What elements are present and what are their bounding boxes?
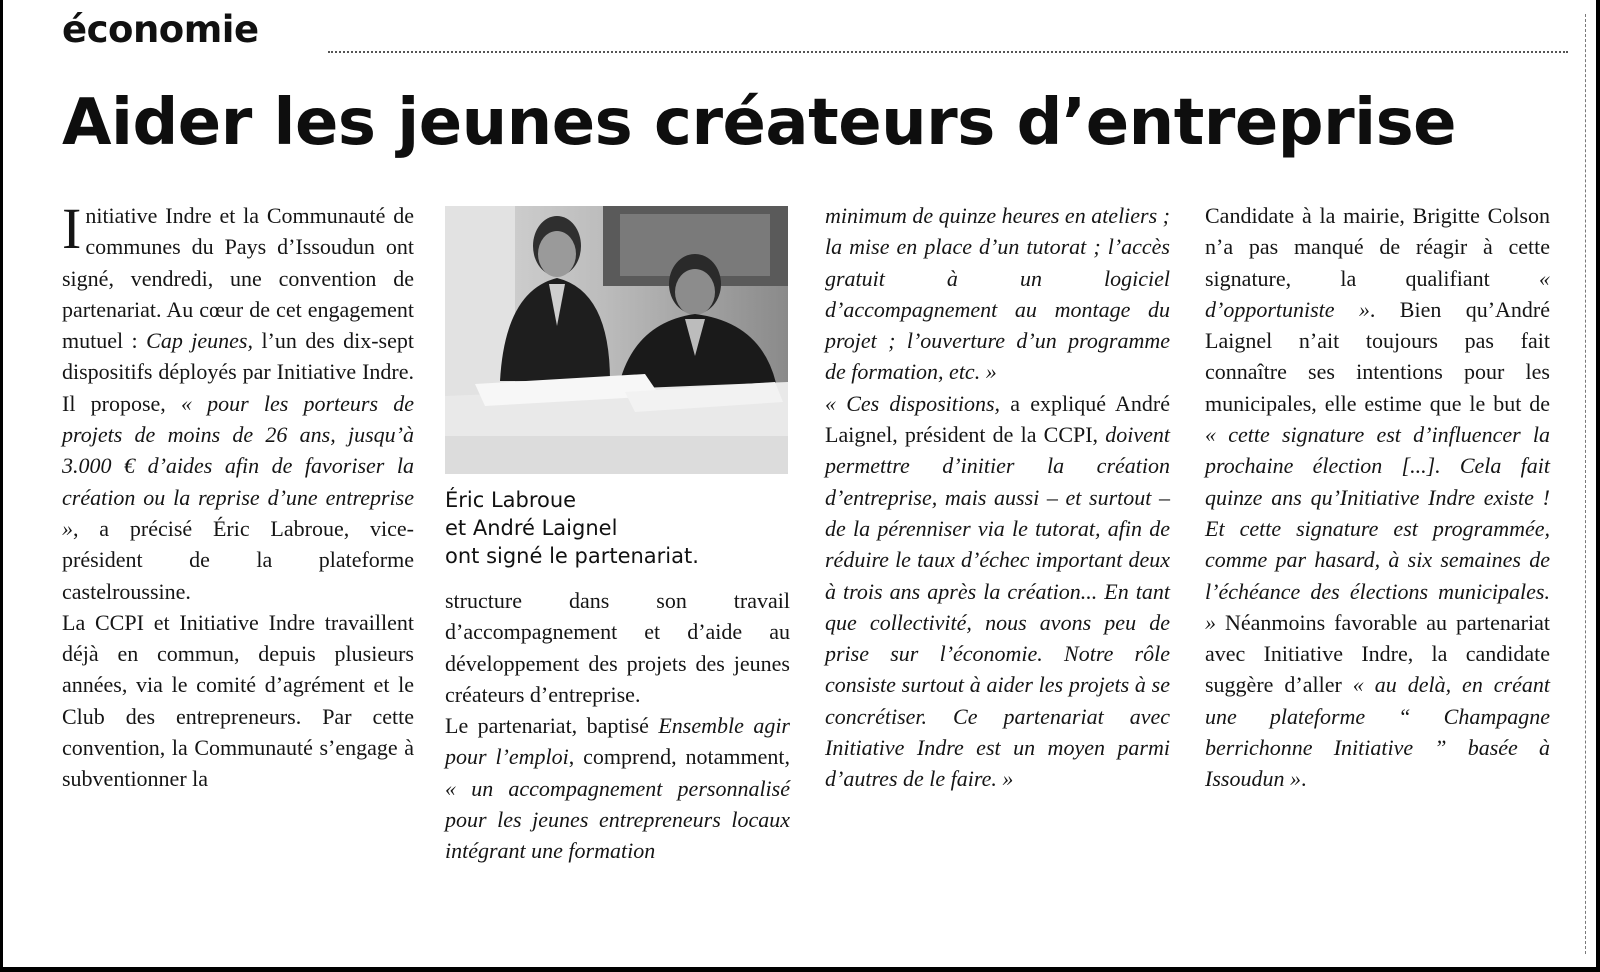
italic-run: Ensemble agir pour l’emploi (445, 713, 790, 770)
headline: Aider les jeunes créateurs d’entreprise (62, 86, 1457, 160)
section-label: économie (62, 8, 259, 51)
paragraph-2 (445, 710, 790, 866)
text-run: nitiative Indre et la Communauté de communes du Pays d’Issoudun ont signé, vendredi, une convention de partenariat. Au cœur de cet engagement mutuel : (62, 203, 414, 354)
quote-run: « au delà, en créant une plateforme “ Champagne berrichonne Initiative ” basée à Issoudun » (1205, 672, 1550, 792)
caption-line-2: et André Laignel (445, 516, 618, 540)
article-column-2 (445, 585, 790, 867)
clipping-bottom-edge (0, 967, 1600, 972)
photo-caption (445, 486, 790, 570)
section-rule (328, 51, 1568, 53)
paragraph-2 (825, 388, 1170, 795)
photo-two-men-signing-icon (445, 206, 788, 474)
quote-run: « un accompagnement personnalisé pour les jeunes entrepreneurs locaux intégrant une formation (445, 775, 790, 864)
paragraph-1 (1205, 200, 1550, 795)
text-run: Néanmoins favorable au partenariat avec Initiative Indre, la candidate suggère d’aller (1205, 609, 1550, 698)
paragraph-2: La CCPI et Initiative Indre travaillent déjà en commun, depuis plusieurs années, via le comité d’agrément et le Club des entrepreneurs. Par cette convention, la Communauté s’engage à subventionner la (62, 609, 414, 792)
column-rule-right (1585, 14, 1586, 954)
caption-line-1: Éric Labroue (445, 488, 577, 512)
drop-cap: I (62, 196, 82, 261)
quote-run: « Ces dispositions, (825, 390, 1001, 416)
quote-run: « d’opportuniste » (1205, 265, 1550, 322)
quote-run: « pour les porteurs de projets de moins de 26 ans, jusqu’à 3.000 € d’aides afin de favoriser la création ou la reprise d’une entreprise » (62, 390, 414, 541)
quote-run: « cette signature est d’influencer la prochaine élection [...]. Cela fait quinze ans qu’Initiative Indre existe ! Et cette signature est programmée, comme par hasard, à six semaines de l’échéance des élections municipales. » (1205, 422, 1550, 635)
text-run: Candidate à la mairie, Brigitte Colson n’a pas manqué de réagir à cette signature, la qualifiant (1205, 203, 1550, 291)
paragraph-1: minimum de quinze heures en ateliers ; la mise en place d’un tutorat ; l’accès gratuit à un logiciel d’accompagnement au montage du projet ; l’ouverture d’un programme de formation, etc. » (825, 203, 1171, 385)
paragraph-1: structure dans son travail d’accompagnement et d’aide au développement des projets des jeunes créateurs d’entreprise. (445, 588, 790, 707)
paragraph-1 (62, 196, 414, 607)
text-run: . Bien qu’André Laignel n’ait toujours pas fait connaître ses intentions pour les municipales, elle estime que le but de (1205, 296, 1550, 416)
quote-run: doivent permettre d’initier la création d’entreprise, mais aussi – et surtout – de la pérenniser via le tutorat, afin de réduire le taux d’échec important deux à trois ans après la création... En tant que collectivité, nous avons peu de prise sur l’économie. Notre rôle consiste surtout à aider les projets à se concrétiser. Ce partenariat avec Initiative Indre est un moyen parmi d’autres de le faire. » (825, 422, 1170, 792)
text-run: , a précisé Éric Labroue, vice-président de la plateforme castelroussine. (62, 515, 414, 604)
text-run: a expliqué André Laignel, président de la CCPI, (825, 390, 1170, 448)
clipping-right-edge (1596, 0, 1600, 972)
text-run: l’un des dix-sept dispositifs déployés par Initiative Indre. Il propose, (62, 328, 414, 416)
text-run: , comprend, notamment, (568, 744, 790, 770)
clipping-left-edge (0, 0, 3, 972)
text-run: . (1300, 766, 1307, 792)
article-column-4 (1205, 200, 1550, 795)
article-column-1 (62, 196, 414, 795)
caption-line-3: ont signé le partenariat. (445, 544, 699, 568)
article-photo (445, 206, 788, 474)
article-column-3 (825, 200, 1170, 795)
italic-run: Cap jeunes, (146, 328, 253, 354)
text-run: Le partenariat, baptisé (445, 713, 659, 739)
